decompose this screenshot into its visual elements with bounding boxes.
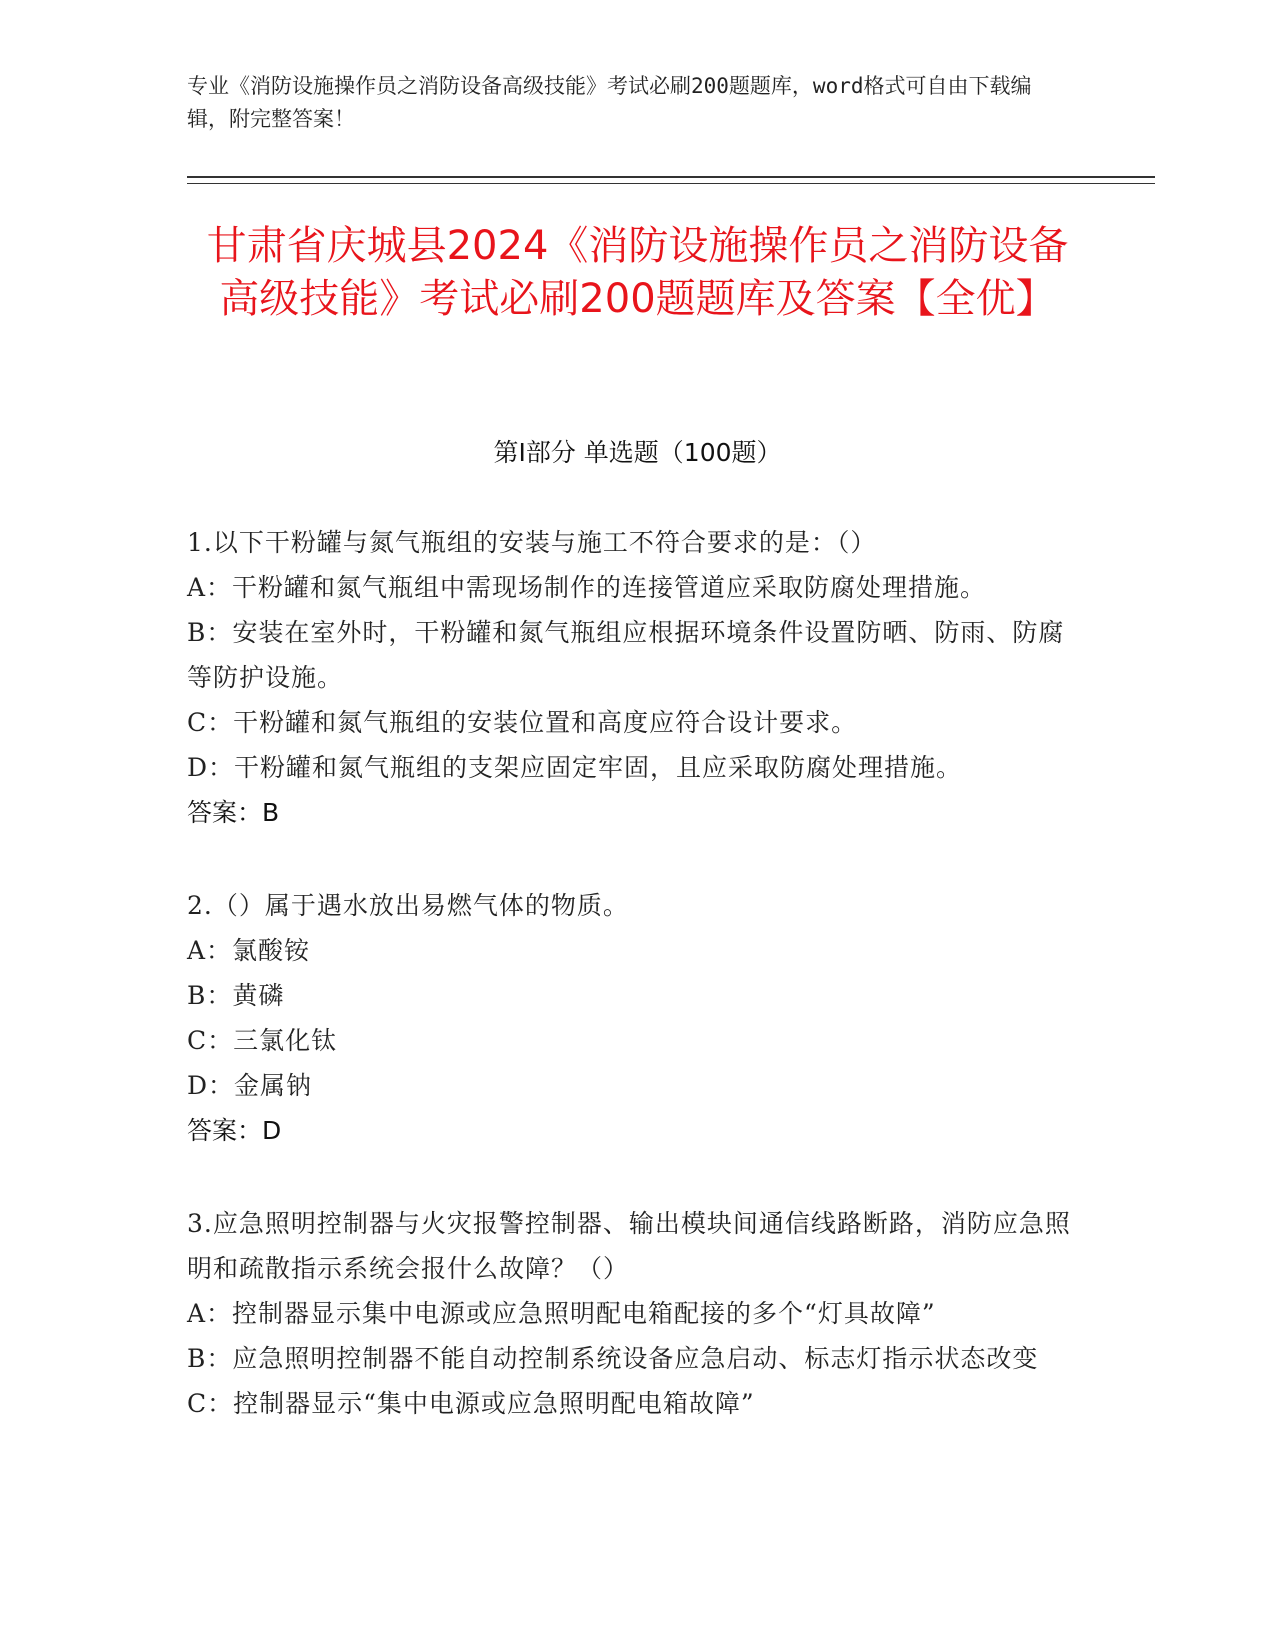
- option-c: C：干粉罐和氮气瓶组的安装位置和高度应符合设计要求。: [187, 708, 858, 737]
- option-a: A：干粉罐和氮气瓶组中需现场制作的连接管道应采取防腐处理措施。: [187, 573, 987, 602]
- option-c: C：控制器显示“集中电源或应急照明配电箱故障”: [187, 1389, 755, 1418]
- document-title: 甘肃省庆城县2024《消防设施操作员之消防设备高级技能》考试必刷200题题库及答案【全优】: [206, 223, 1069, 322]
- question-stem: 1.以下干粉罐与氮气瓶组的安装与施工不符合要求的是：（）: [187, 528, 877, 557]
- question-3: [187, 1201, 1082, 1426]
- option-d: D：干粉罐和氮气瓶组的支架应固定牢固，且应采取防腐处理措施。: [187, 753, 963, 782]
- option-b: B：应急照明控制器不能自动控制系统设备应急启动、标志灯指示状态改变: [187, 1344, 1039, 1373]
- answer-line: 答案：B: [187, 798, 280, 827]
- header-divider-thick: [187, 176, 1155, 178]
- option-c: C：三氯化钛: [187, 1026, 338, 1055]
- question-stem: 2.（）属于遇水放出易燃气体的物质。: [187, 891, 629, 920]
- header-note: 专业《消防设施操作员之消防设备高级技能》考试必刷200题题库，word格式可自由下载编辑，附完整答案！: [187, 74, 1032, 131]
- header-divider-thin: [187, 183, 1155, 184]
- answer-line: 答案：D: [187, 1116, 282, 1145]
- question-list: [187, 520, 1082, 1474]
- question-stem: 3.应急照明控制器与火灾报警控制器、输出模块间通信线路断路，消防应急照明和疏散指示系统会报什么故障？（）: [187, 1209, 1071, 1283]
- option-a: A：氯酸铵: [187, 936, 311, 965]
- section-heading: 第I部分 单选题（100题）: [493, 438, 782, 467]
- option-d: D：金属钠: [187, 1071, 313, 1100]
- option-b: B：安装在室外时，干粉罐和氮气瓶组应根据环境条件设置防晒、防雨、防腐等防护设施。: [187, 618, 1065, 692]
- option-b: B：黄磷: [187, 981, 285, 1010]
- option-a: A：控制器显示集中电源或应急照明配电箱配接的多个“灯具故障”: [187, 1299, 936, 1328]
- question-2: [187, 883, 1082, 1153]
- question-1: [187, 520, 1082, 835]
